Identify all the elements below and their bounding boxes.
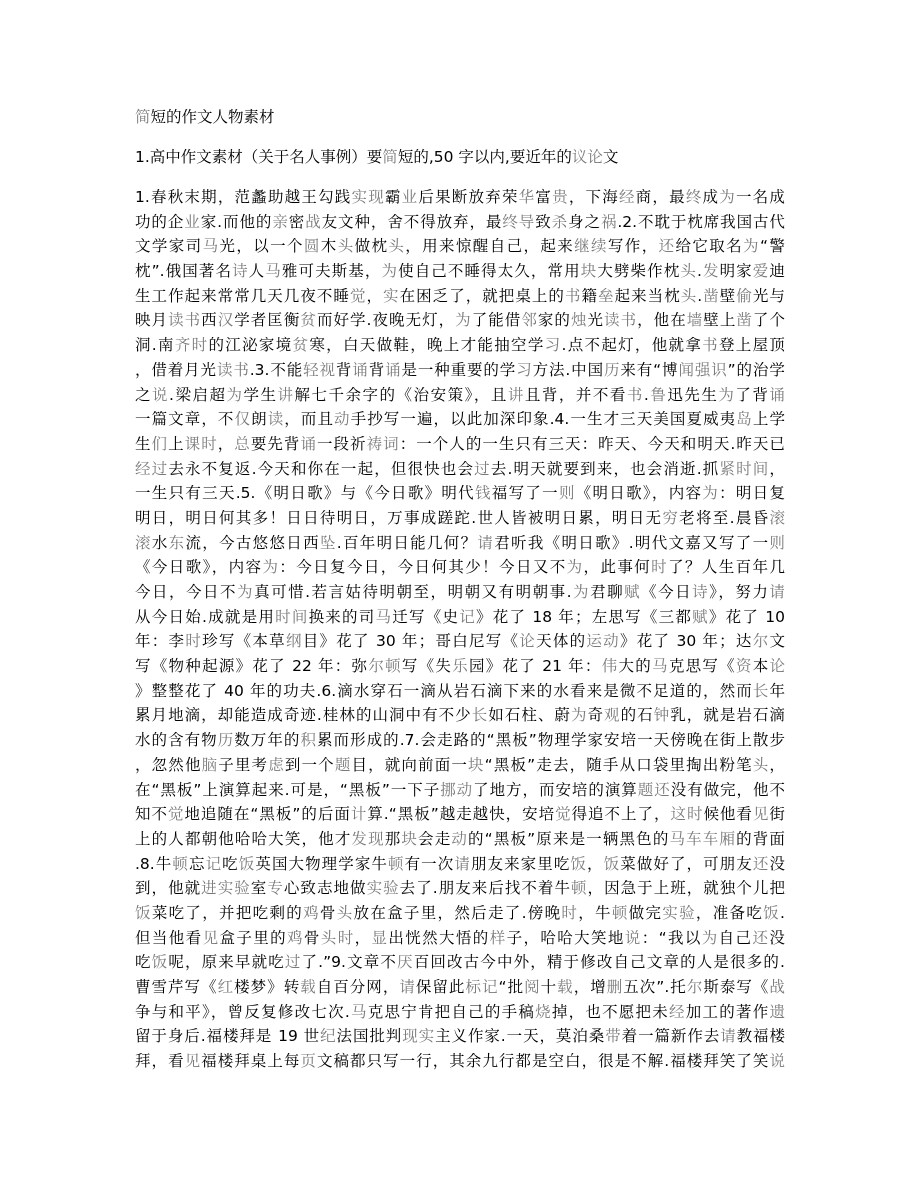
body-text-line: 留于身后.福楼拜是 19 世纪法国批判现实主义作家.一天，莫泊桑带着一篇新作去请教福楼 [135, 1027, 785, 1046]
body-text-line: 之说.梁启超为学生讲解七千余字的《治安策》，且讲且背，并不看书.鲁迅先生为了背诵 [135, 385, 785, 404]
body-text-line: 枕”.俄国著名诗人马雅可夫斯基，为使自己不睡得太久，常用块大劈柴作枕头.发明家爱迪 [135, 262, 785, 281]
body-text-line: 文学家司马光，以一个圆木头做枕头，用来惊醒自己，起来继续写作，还给它取名为“警 [135, 237, 785, 256]
body-text-line: 映月读书西汉学者匡衡贫而好学.夜晚无灯，为了能借邻家的烛光读书，他在墙壁上凿了个 [135, 311, 785, 330]
body-text-line: 争与和平》，曾反复修改七次.马克思宁肯把自己的手稿烧掉，也不愿把未经加工的著作遗 [135, 1002, 785, 1021]
body-text-line: 累月地滴，却能造成奇迹.桂林的山洞中有不少长如石柱、蔚为奇观的石钟乳，就是岩石滴 [135, 706, 785, 725]
body-text-line: 但当他看见盒子里的鸡骨头时，显出恍然大悟的样子，哈哈大笑地说：“我以为自己还没 [135, 928, 785, 947]
body-text-line: 水的含有物历数万年的积累而形成的.7.会走路的“黑板”物理学家安培一天傍晚在街上散步 [135, 731, 785, 750]
body-text-line: 经过去永不复返.今天和你在一起，但很快也会过去.明天就要到来，也会消逝.抓紧时间， [135, 459, 785, 478]
document-body [135, 185, 785, 1074]
body-text-line: 在“黑板”上演算起来.可是，“黑板”一下子挪动了地方，而安培的演算题还没有做完，他不 [135, 780, 785, 799]
body-text-line: 到，他就进实验室专心致志地做实验去了.朋友来后找不着牛顿，因急于上班，就独个儿把 [135, 879, 785, 898]
body-text-line: 生们上课时，总要先背诵一段祈祷词：一个人的一生只有三天：昨天、今天和明天.昨天已 [135, 434, 785, 453]
body-text-line: 功的企业家.而他的亲密战友文种，舍不得放弃，最终导致杀身之祸.2.不耽于枕席我国古代 [135, 212, 785, 231]
body-text-line: 曹雪芹写《红楼梦》转载自百分网，请保留此标记“批阅十载，增删五次”.托尔斯泰写《战 [135, 978, 785, 996]
body-text-line: 今日，今日不为真可惜.若言姑待明朝至，明朝又有明朝事.为君聊赋《今日诗》，努力请 [135, 583, 785, 601]
body-text-line: 洞.南齐时的江泌家境贫寒，白天做鞋，晚上才能抽空学习.点不起灯，他就拿书登上屋顶 [135, 336, 785, 355]
body-text-line: 一生只有三天.5.《明日歌》与《今日歌》明代钱福写了一则《明日歌》，内容为：明日复 [135, 484, 785, 503]
body-text-line: 明日，明日何其多！日日待明日，万事成蹉跎.世人皆被明日累，明日无穷老将至.晨昏滚 [135, 508, 785, 527]
body-text-line: .8.牛顿忘记吃饭英国大物理学家牛顿有一次请朋友来家里吃饭，饭菜做好了，可朋友还没 [135, 854, 785, 873]
body-text-line: ，忽然他脑子里考虑到一个题目，就向前面一块“黑板”走去，随手从口袋里掏出粉笔头， [135, 755, 785, 774]
body-text-line: 吃饭呢，原来早就吃过了.”9.文章不厌百回改古今中外，精于修改自己文章的人是很多的. [135, 953, 785, 972]
body-text-line: 饭菜吃了，并把吃剩的鸡骨头放在盒子里，然后走了.傍晚时，牛顿做完实验，准备吃饭. [135, 903, 785, 922]
body-text-line: 《今日歌》，内容为：今日复今日，今日何其少！今日又不为，此事何时了？人生百年几 [135, 558, 785, 577]
body-text-line: 一篇文章，不仅朗读，而且动手抄写一遍，以此加深印象.4.一生才三天美国夏威夷岛上学 [135, 410, 785, 429]
body-text-line: 知不觉地追随在“黑板”的后面计算.“黑板”越走越快，安培觉得追不上了，这时候他看见街 [135, 805, 785, 824]
body-text-line: 生工作起来常常几天几夜不睡觉，实在困乏了，就把桌上的书籍垒起来当枕头.凿壁偷光与 [135, 286, 785, 305]
body-text-line: 拜，看见福楼拜桌上每页文稿都只写一行，其余九行都是空白，很是不解.福楼拜笑了笑说 [135, 1052, 785, 1071]
document-subtitle: 1.高中作文素材（关于名人事例）要简短的,50 字以内,要近年的议论文 [135, 148, 619, 166]
document-page [135, 105, 785, 1074]
body-text-line: ，借着月光读书.3.不能轻视背诵背诵是一种重要的学习方法.中国历来有“博闻强识”的治学 [135, 360, 785, 379]
document-title: 简短的作文人物素材 [135, 108, 275, 126]
body-text-line: 从今日始.成就是用时间换来的司马迁写《史记》花了 18 年；左思写《三都赋》花了 10 [135, 607, 785, 626]
body-text-line: 写《物种起源》花了 22 年：弥尔顿写《失乐园》花了 21 年：伟大的马克思写《资本论 [135, 657, 785, 676]
body-text-line: 1.春秋末期，范蠡助越王勾践实现霸业后果断放弃荣华富贵，下海经商，最终成为一名成 [135, 188, 785, 206]
body-text-line: 》整整花了 40 年的功夫.6.滴水穿石一滴从岩石滴下来的水看来是微不足道的，然而长年 [135, 681, 785, 700]
body-text-line: 年：李时珍写《本草纲目》花了 30 年；哥白尼写《论天体的运动》花了 30 年；达尔文 [135, 632, 785, 651]
body-text-line: 滚水东流，今古悠悠日西坠.百年明日能几何？请君听我《明日歌》.明代文嘉又写了一则 [135, 533, 785, 552]
body-text-line: 上的人都朝他哈哈大笑，他才发现那块会走动的“黑板”原来是一辆黑色的马车车厢的背面 [135, 829, 785, 848]
